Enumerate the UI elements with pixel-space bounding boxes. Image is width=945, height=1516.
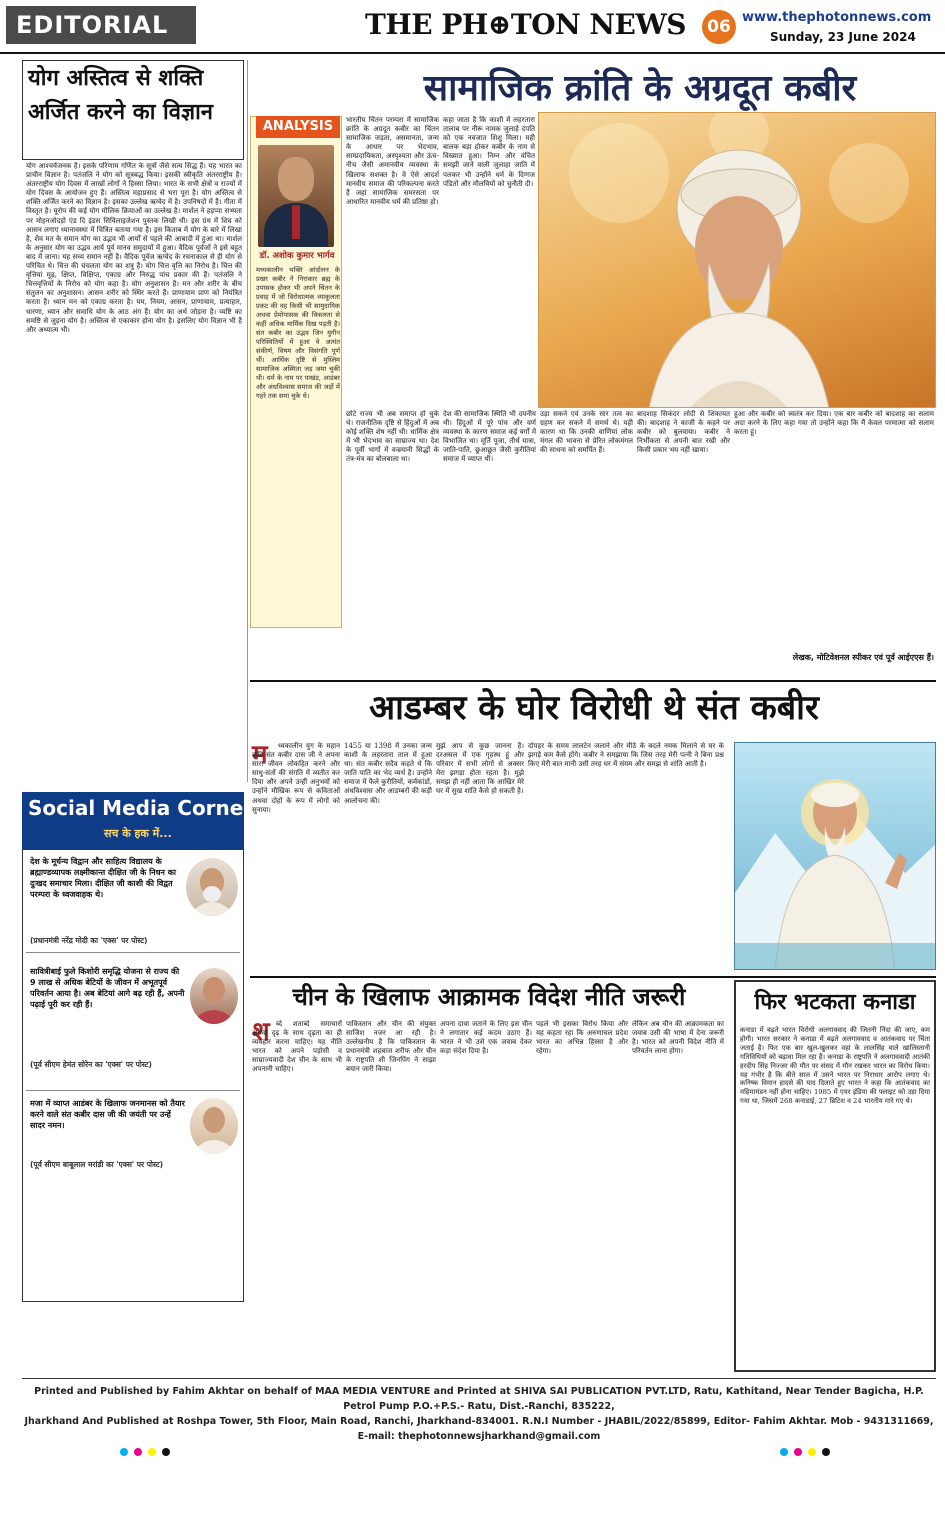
registration-mark xyxy=(134,1448,142,1456)
article-2-column: दोपहर के समय लालटेन जलाने और मीठे के बदले नमक मिलाने से घर के झगड़े कम कैसे होंगे। कबीर ने समझाया कि जिस तरह मेरी पत्नी ने बिना प्रश्न किए मेरी बात मानी उसी तरह घर में संयम और समझ से शांति आती है। xyxy=(528,742,724,769)
china-headline: चीन के खिलाफ आक्रामक विदेश नीति जरूरी xyxy=(292,983,686,1011)
avatar xyxy=(190,968,238,1024)
article-1-byline: लेखक, मोटिवेशनल स्पीकर एवं पूर्व आईएएस हैं। xyxy=(792,653,934,662)
divider xyxy=(26,1090,240,1091)
footer-rule xyxy=(22,1378,936,1379)
article-3-column: लेकिन अब चीन की आक्रामकता का जवाब उसी की भाषा में देना जरूरी है। भारत को अपनी विदेश नीति में परिवर्तन लाना होगा। xyxy=(632,1020,724,1056)
imprint-line: Printed and Published by Fahim Akhtar on behalf of MAA MEDIA VENTURE and Printed at SHIVA SAI PUBLICATION PVT.LTD, Ratu, Kathitand, Near Tender Bagicha, H.P. Petrol Pump P.O.+P.S.- Ratu, Dist.-Ranchi, 835222, xyxy=(34,1386,924,1412)
date-line: Sunday, 23 June 2024 xyxy=(770,30,916,44)
article-1-column: छोटे राज्य भी अब समाप्त हो चुके थे। राजनीतिक दृष्टि से हिंदुओं में अब कोई शक्ति शेष नहीं थी। धार्मिक क्षेत्र में भी भेदभाव का साम्राज्य था। देश के पूर्वी भागों में वज्रयानी सिद्धों के तंत्र-मंत्र का बोलबाला था। xyxy=(346,410,439,464)
main-headline: सामाजिक क्रांति के अग्रदूत कबीर xyxy=(423,67,857,109)
social-post: देश के मूर्धन्य विद्वान और साहित्य विद्यालय के ब्रह्माण्डव्यापक लक्ष्मीकान्त दीक्षित जी के निधन का दुःखद समाचार मिला। दीक्षित जी काशी की विद्वत परम्परा के ध्वजवाहक थे। xyxy=(30,857,176,899)
article-3-column: अपना दावा जताने के लिए इस चीन ने लगातार कई कदम उठाए हैं। भारत ने भी उसे एक जवाब देकर कड़ा संदेश दिया है। xyxy=(440,1020,532,1056)
analysis-tag: ANALYSIS xyxy=(256,116,340,138)
paper-name: THE PH⊕TON NEWS xyxy=(365,8,687,41)
column-divider xyxy=(247,60,248,782)
dropcap: श xyxy=(252,1017,270,1047)
analysis-body: मध्यकालीन भक्ति आंदोलन के प्रखर कबीर ने निराकार ब्रह्म के उपासक होकर भी अपने चिंतन के प्रवाह में जो विरोधात्मक व्याकुलता प्रकट की वह किसी भी सामुदायिक अथवा प्रेमोपासक की विकलता से कहीं अधिक मार्मिक दिख पड़ती है। संत कबीर का उद्भव जिन युगीन परिस्थितियों में हुआ वे अत्यंत संकीर्ण, विषम और विसंगति पूर्ण थीं। आर्थिक दृष्टि से मुस्लिम सामाजिक अस्मिता जड़ जमा चुकी थी। धर्म के नाम पर पाखंड, आडंबर और अंधविश्वास समाज की जड़ों में गहरे तक समा चुके थे। xyxy=(256,266,340,400)
dropcap: म xyxy=(252,740,268,770)
article-2-column: ध्यकालीन युग के महान कवि संत कबीर दास जी ने अपना सारा जीवन लोकहित करने और साधु-संतों की संगति में व्यतीत कर दिया और अपने उन्हीं अनुभवों को उन्होंने मौखिक रूप से कविताओं अथवा दोहों के रूप में लोगों को सुनाया। xyxy=(252,742,340,814)
divider xyxy=(26,952,240,953)
article-3-column: पाकिस्तान और चीन की संयुक्त साजिश नजर आ रही है। उल्लेखनीय है कि पाकिस्तान के प्रधानमंत्री शहबाज शरीफ और चीन के राष्ट्रपति शी जिनपिंग ने साझा बयान जारी किया। xyxy=(346,1020,436,1074)
kabir-painting-image xyxy=(734,742,936,970)
article-1-column: कहा जाता है कि काशी में लहरतारा तालाब पर नीरू नामक जुलाहे दंपति को एक नवजात शिशु मिला। यही बालक बड़ा होकर कबीर के नाम से विख्यात हुआ। निम्न और वंचित समझी जाने वाली जुलाहा जाति में पलकर भी उन्होंने धर्म के दिग्गज पंडितों और मौलवियों को चुनौती दी। xyxy=(443,116,535,188)
registration-mark xyxy=(794,1448,802,1456)
social-post: मजा में व्याप्त आडंबर के खिलाफ जनमानस को तैयार करने वाले संत कबीर दास जी की जयंती पर उन्हें सादर नमन। xyxy=(30,1099,185,1130)
page-number-badge: 06 xyxy=(702,10,736,44)
social-post: सावित्रीबाई फुले किशोरी समृद्धि योजना से राज्य की 9 लाख से अधिक बेटियों के जीवन में अभूतपूर्व परिवर्तन आया है। अब बेटियां आगे बढ़ रही हैं, अपनी पढ़ाई पूरी कर रही हैं। xyxy=(30,967,185,1009)
author-photo xyxy=(258,145,334,247)
site-url-link[interactable]: www.thephotonnews.com xyxy=(742,10,932,25)
registration-mark xyxy=(148,1448,156,1456)
article-1-column: बादशाह सिकंदर लोदी से शिकायत की। बादशाह ने काजी के कहने पर कबीर को बुलवाया। कबीर ने निर्भीकता से अपनी बात रखी और किसी प्रकार भय नहीं खाया। xyxy=(637,410,730,455)
section-divider xyxy=(250,976,936,978)
social-title: Social Media Corner xyxy=(28,796,254,820)
article-2-column: मुझे आप से कुछ जानना है। दरअसल में एक गृहस्थ हूं और परिवार में सभी लोगों से अक्सर मेरा झगड़ा होता रहता है। मुझे समझ ही नहीं आता कि आखिर मेरे घर में सुख शांति कैसे हो सकती है। xyxy=(436,742,524,796)
kabir-portrait-image xyxy=(538,112,936,408)
section-tag: EDITORIAL xyxy=(6,6,196,44)
social-subtitle: सच के हक में... xyxy=(104,827,172,840)
avatar xyxy=(190,1098,238,1154)
kabir-headline: आडम्बर के घोर विरोधी थे संत कबीर xyxy=(369,688,819,728)
imprint-line: Jharkhand And Published at Roshpa Tower, 5th Floor, Main Road, Ranchi, Jharkhand-834001. R.N.I Number - JHABIL/2022/85899, Editor- Fahim Akhtar. Mob - 9431311669, E-mail: thephotonnewsjharkhand@gmail.com xyxy=(24,1416,934,1442)
registration-mark xyxy=(808,1448,816,1456)
article-1-column: देश की सामाजिक स्थिति भी दयनीय थी। हिंदुओं में पूरे पांच और वर्ण व्यवस्था के कारण समाज कई वर्गों में विभाजित था। मूर्ति पूजा, तीर्थ यात्रा, जाति-पाति, छुआछूत जैसी कुरीतियां समाज में व्याप्त थीं। xyxy=(443,410,536,464)
article-1-column: हुआ और कबीर को स्वतंत्र कर दिया। एक बार कबीर को बादशाह का सलाम अदा करने के लिए कहा गया तो उन्होंने कहा कि मैं केवल परमात्मा को सलाम करता हूं। xyxy=(734,410,934,437)
registration-mark xyxy=(120,1448,128,1456)
article-2-column: 1455 या 1398 में उनका जन्म काशी के लहरतारा ताल में हुआ था। संत कबीर सदैव कहते थे कि जाति पाति का भेद व्यर्थ है। उन्होंने समाज में फैले कुरीतियों, कर्मकांडों, अंधविश्वास और आडम्बरों की कड़ी आलोचना की। xyxy=(344,742,432,805)
left-article-title: योग अस्तित्व से शक्ति अर्जित करने का विज्ञान xyxy=(28,66,213,125)
avatar xyxy=(186,858,238,916)
registration-mark xyxy=(162,1448,170,1456)
canada-body: कनाडा में बढ़ते भारत विरोधी अलगाववाद की जितनी निंदा की जाए, कम होगी। भारत सरकार ने कनाडा में बढ़ते अलगाववाद व आतंकवाद पर चिंता जताई है। फिर एक बार खुल-खुलकर वहां के लालसिंह वाले खालिस्तानी गतिविधियों को बढ़ावा मिल रहा है। कनाडा के राष्ट्रपति ने अलगाववादी आतंकी हरदीप सिंह निज्जर की मौत पर संसद में मौन रखकर भारत का विरोध किया। यह गंभीर है कि बीते साल में उसने भारत पर निराधार आरोप लगाए थे। कनिष्क विमान हादसे की याद दिलाते हुए भारत ने कहा कि आतंकवाद का महिमामंडन नहीं होना चाहिए। 1985 में एयर इंडिया की फ्लाइट को उड़ा दिया गया था, जिसमें 268 कनाडाई, 27 ब्रिटिश व 24 भारतीय मारे गए थे। xyxy=(740,1026,930,1106)
social-post-source: (प्रधानमंत्री नरेंद्र मोदी का 'एक्स' पर पोस्ट) xyxy=(30,936,148,945)
article-1-column: भारतीय चिंतन परम्परा में सामाजिक क्रांति के अग्रदूत कबीर का चिंतन सामाजिक जड़ता, असमानता, जन्म के आधार पर भेदभाव, साम्प्रदायिकता, अस्पृश्यता और ऊंच-नीच जैसी अमानवीय व्यवस्था के खिलाफ सशक्त है। वे ऐसे आदर्श मानवीय समाज की परिकल्पना करते हैं जहां सामाजिक समरसता पर आधारित मानवीय धर्म की प्रतिष्ठा हो। xyxy=(346,116,439,206)
social-post-source: (पूर्व सीएम बाबूलाल मरांडी का 'एक्स' पर पोस्ट) xyxy=(30,1160,164,1169)
canada-title: फिर भटकता कनाडा xyxy=(754,990,916,1015)
article-1-column: उड़ा सकने एवं उनके सार तत्व का ग्रहण कर सकने में समर्थ थे। यही कारण था कि उनकी वाणियां लोक मंगल की भावना से प्रेरित लोकमंगल की साधना को समर्पित हैं। xyxy=(540,410,633,455)
registration-mark xyxy=(822,1448,830,1456)
article-3-column: ब्दे शताब्दे समाचारों अथवा दृढ़ के साथ दृढ़ता का ही व्यवहार करना चाहिए। यह नीति भारत को अपने पड़ोसी व साम्राज्यवादी देश चीन के साथ भी अपनानी चाहिए। xyxy=(252,1020,342,1074)
imprint-footer xyxy=(22,1384,936,1444)
section-divider xyxy=(250,680,936,682)
registration-mark xyxy=(780,1448,788,1456)
left-article-body: योग आश्चर्यजनक है। इसके परिणाम गणित के सूत्रों जैसे सत्य सिद्ध हैं। यह भारत का प्राचीन विज्ञान है। पतंजलि ने योग को सूत्रबद्ध किया। इसकी स्वीकृति अंतरराष्ट्रीय है। अंतरराष्ट्रीय योग दिवस में लाखों लोगों ने हिस्सा लिया। भारत के सभी क्षेत्रों व राज्यों में योग दिवस के आयोजन हुए हैं। अस्तित्व महाप्रसाद से भरा पूरा है। योग अस्तित्व से शक्ति अर्जित करने का विज्ञान है। इसका उल्लेख ऋग्वेद में है। उपनिषदों में है। गीता में विस्तृत है। यूरोप की कई योग मौलिक क्रियाओं का उल्लेख है। मार्शल ने हड़प्पा सभ्यता पर मोहनजोदड़ो एंड दि इंडस सिविलाइजेशन पुस्तक लिखी थी। इस ग्रंथ में शिव को आसन लगाए ध्यानावस्था में चित्रित बताया गया है। इस किताब में योग के बारे में लिखा है, शैव मत के समान योग का उद्भव भी आर्यों से पहले की आबादी में हुआ था। मार्शल के अनुसार योग का उद्भव आर्य पूर्व मानव समुदायों में हुआ। वैदिक पूर्वजों ने इसे बहुत बाद में जाना। यह सच्य समान नहीं है। वैदिक पूर्वज ऋग्वेद के रचनाकाल से ही योग से परिचित थे। चित्त की चंचलता योग का शत्रु है। योग चित्त वृत्ति का निरोध है। चित्त की वृत्तियां मूढ़, क्षिप्त, विक्षिप्त, एकाग्र और निरुद्ध पांच प्रकार की हैं। पतंजलि ने चित्तवृत्तियों के निरोध को योग कहा है। योग अनुशासन है। मन और शरीर के बीच संतुलन का अनुशासन। आसन शरीर को स्थिर करते हैं। प्राणायाम प्राण को नियंत्रित करता है। ध्यान मन को एकाग्र करता है। यम, नियम, आसन, प्राणायाम, प्रत्याहार, धारणा, ध्यान और समाधि योग के आठ अंग हैं। योग का अर्थ जोड़ना है। व्यष्टि का समष्टि से जुड़ना योग है। अस्तित्व से एकाकार होना योग है। इसलिए योग विज्ञान भी है और अध्यात्म भी। xyxy=(26,162,242,334)
social-post-source: (पूर्व सीएम हेमंत सोरेन का 'एक्स' पर पोस्ट) xyxy=(30,1060,152,1069)
author-name: डॉ. अशोक कुमार भार्गव xyxy=(259,251,335,261)
article-3-column: पहले भी इसका विरोध किया और यह कहता रहा कि अरुणाचल प्रदेश भारत का अभिन्न हिस्सा है और रहेगा। xyxy=(536,1020,628,1056)
